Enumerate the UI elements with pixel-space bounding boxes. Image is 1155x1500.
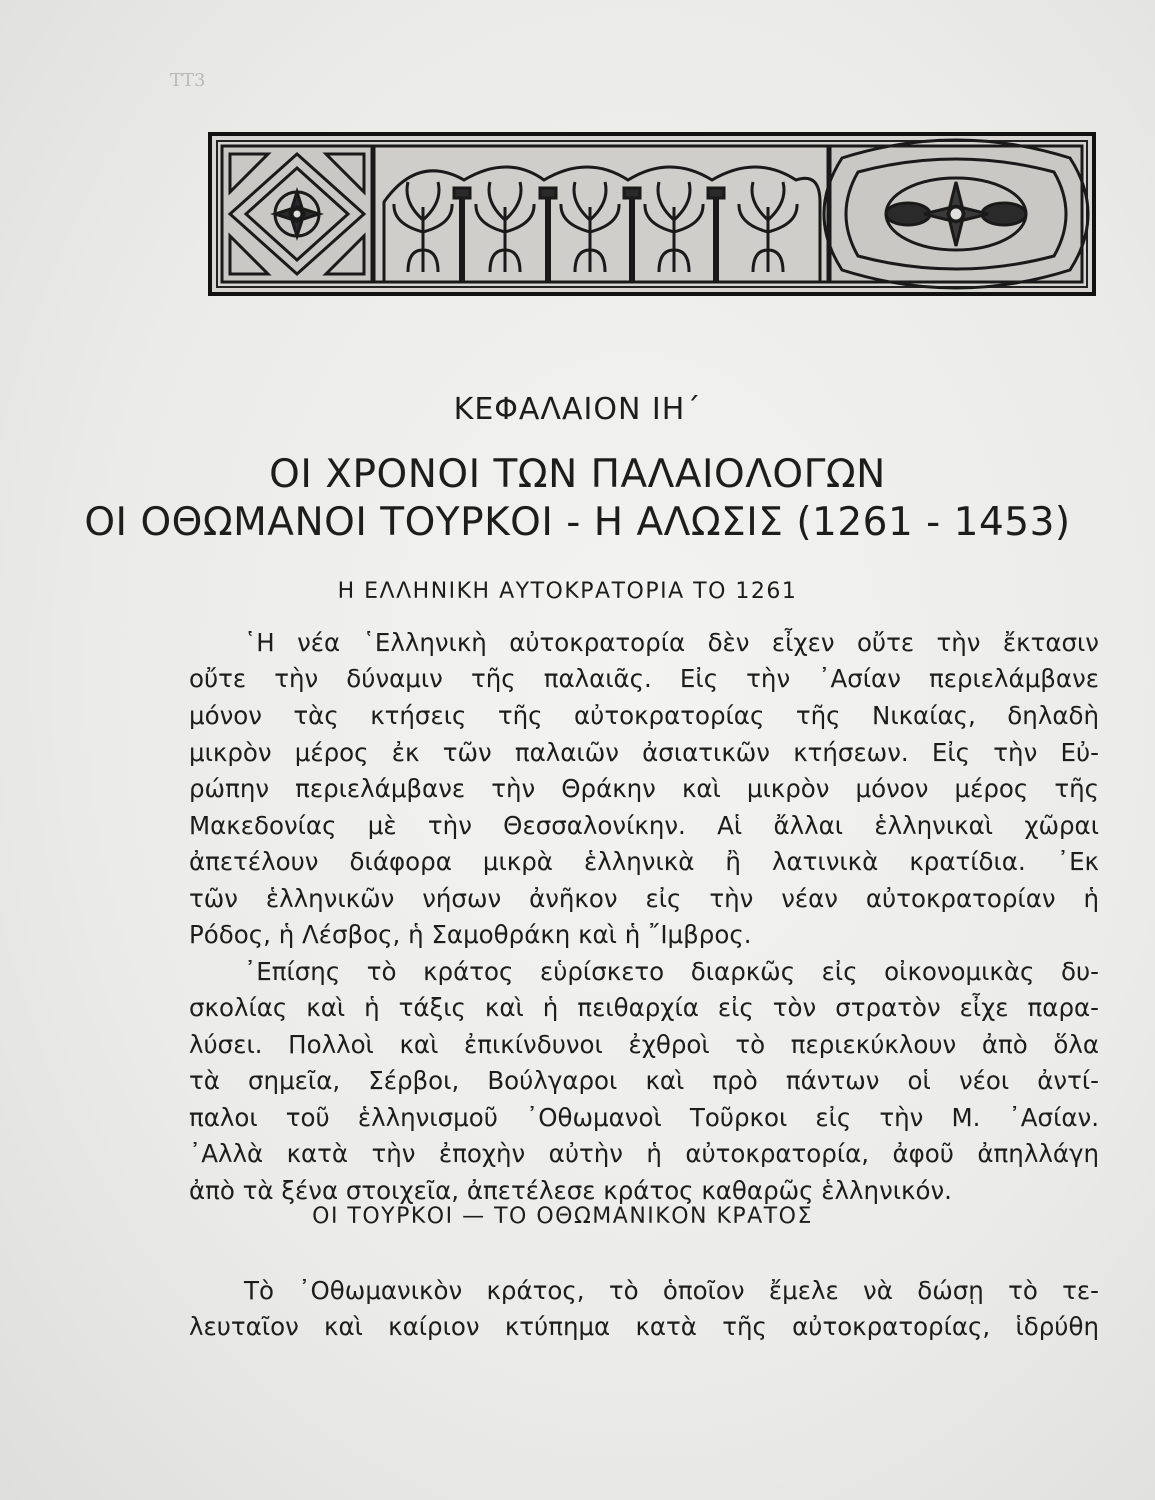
text-line: λύσει. Πολλοὶ καὶ ἐπικίνδυνοι ἐχθροὶ τὸ περιεκύκλουν ἀπὸ ὅλα xyxy=(189,1030,1099,1059)
text-line: Τὸ ᾿Οθωμανικὸν κράτος, τὸ ὁποῖον ἔμελε νὰ δώσῃ τὸ τε- xyxy=(244,1276,1099,1305)
right-interlace-panel xyxy=(824,140,1088,288)
left-interlace-panel xyxy=(222,146,372,282)
text-line: ᾿Αλλὰ κατὰ τὴν ἐποχὴν αὐτὴν ἡ αὐτοκρατορία, ἀφοῦ ἀπηλλάγη xyxy=(189,1139,1099,1168)
text-line: Μακεδονίας μὲ τὴν Θεσσαλονίκην. Αἱ ἄλλαι ἑλληνικαὶ χῶραι xyxy=(189,811,1099,840)
text-line: τὰ σημεῖα, Σέρβοι, Βούλγαροι καὶ πρὸ πάντων οἱ νέοι ἀντί- xyxy=(189,1066,1099,1095)
section-heading-2: ΟΙ ΤΟΥΡΚΟΙ — ΤΟ ΟΘΩΜΑΝΙΚΟΝ ΚΡΑΤΟΣ xyxy=(312,1204,813,1229)
text-line: ἀπετέλουν διάφορα μικρὰ ἑλληνικὰ ἢ λατινικὰ κρατίδια. ᾿Εκ xyxy=(189,847,1099,876)
palmette-arcade xyxy=(374,146,828,282)
text-line: σκολίας καὶ ἡ τάξις καὶ ἡ πειθαρχία εἰς τὸν στρατὸν εἶχε παρα- xyxy=(189,993,1099,1022)
text-line: οὔτε τὴν δύναμιν τῆς παλαιᾶς. Εἰς τὴν ᾿Ασίαν περιελάμβανε xyxy=(189,664,1099,693)
text-line: λευταῖον καὶ καίριον κτύπημα κατὰ τῆς αὐτοκρατορίας, ἱδρύθη xyxy=(189,1312,1099,1341)
text-line: ῾Η νέα ῾Ελληνικὴ αὐτοκρατορία δὲν εἶχεν οὔτε τὴν ἔκτασιν xyxy=(244,628,1099,657)
byzantine-ornament-band xyxy=(208,132,1096,296)
text-line: μικρὸν μέρος ἐκ τῶν παλαιῶν ἀσιατικῶν κτήσεων. Εἰς τὴν Εὐ- xyxy=(189,738,1099,767)
page-corner-mark: ΤΤ3 xyxy=(170,70,206,91)
text-line: Ρόδος, ἡ Λέσβος, ἡ Σαμοθράκη καὶ ἡ ῎Ιμβρος. xyxy=(189,920,752,949)
section-heading-1: Η ΕΛΛΗΝΙΚΗ ΑΥΤΟΚΡΑΤΟΡΙΑ ΤΟ 1261 xyxy=(337,579,798,604)
chapter-title-line-1: ΟΙ ΧΡΟΝΟΙ ΤΩΝ ΠΑΛΑΙΟΛΟΓΩΝ xyxy=(269,452,886,497)
text-line: ρώπην περιελάμβανε τὴν Θράκην καὶ μικρὸν μόνον μέρος τῆς xyxy=(189,774,1099,803)
text-line: ἀπὸ τὰ ξένα στοιχεῖα, ἀπετέλεσε κράτος καθαρῶς ἑλληνικόν. xyxy=(189,1176,952,1205)
text-line: ᾿Επίσης τὸ κράτος εὑρίσκετο διαρκῶς εἰς οἰκονομικὰς δυ- xyxy=(244,957,1099,986)
text-line: παλοι τοῦ ἑλληνισμοῦ ᾿Οθωμανοὶ Τοῦρκοι εἰς τὴν Μ. ᾿Ασίαν. xyxy=(189,1103,1099,1132)
chapter-label: ΚΕΦΑΛΑΙΟΝ ΙΗ΄ xyxy=(453,392,702,427)
text-line: μόνον τὰς κτήσεις τῆς αὐτοκρατορίας τῆς Νικαίας, δηλαδὴ xyxy=(189,701,1099,730)
chapter-title-line-2: ΟΙ ΟΘΩΜΑΝΟΙ ΤΟΥΡΚΟΙ - Η ΑΛΩΣΙΣ (1261 - 1453) xyxy=(84,500,1071,545)
text-line: τῶν ἑλληνικῶν νήσων ἀνῆκον εἰς τὴν νέαν αὐτοκρατορίαν ἡ xyxy=(189,884,1099,913)
